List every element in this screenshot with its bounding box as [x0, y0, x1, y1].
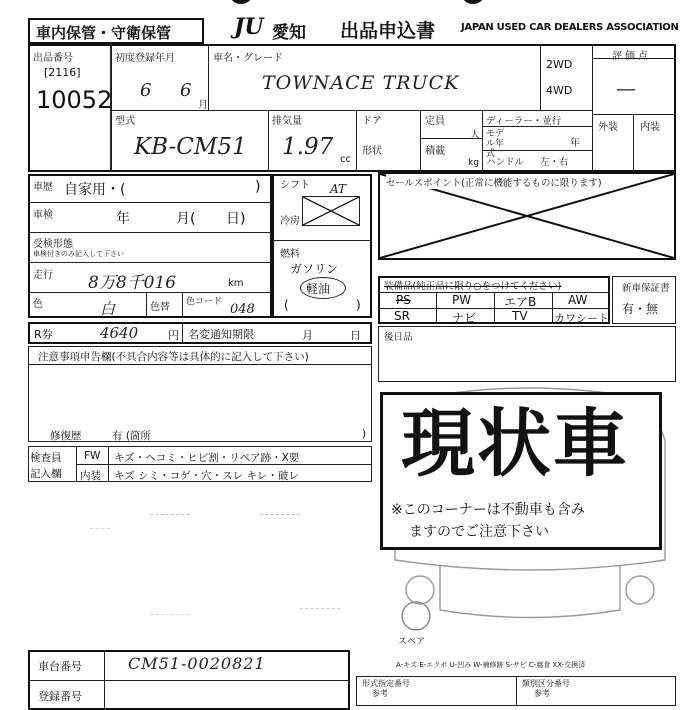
mileage-label: 走行: [33, 270, 53, 281]
evaluation-value: —: [616, 76, 636, 100]
notes-label: 注意事項申告欄(不具合内容等は具体的に記入して下さい): [38, 351, 309, 363]
designation-ref: 参考: [372, 689, 388, 698]
mileage-unit: km: [228, 278, 244, 289]
inspector-row2-tag: 内装: [80, 470, 101, 482]
inspector-label-1: 検査員: [30, 452, 62, 464]
inspection-day: 日): [226, 211, 246, 227]
cooler-label: 冷房: [280, 216, 300, 227]
color-label: 色: [33, 299, 43, 310]
dealer-parallel: ディーラー・並行: [486, 116, 562, 127]
displacement-value: 1.97: [282, 134, 334, 160]
door-label: ドア: [362, 116, 382, 127]
lot-code: [2116]: [44, 66, 81, 79]
mileage-value: 8万8千016: [88, 273, 177, 293]
inspector-row1-tag: FW: [84, 450, 101, 462]
repair-label: 修復歴: [50, 430, 82, 442]
inspection-month: 月(: [176, 211, 196, 227]
registration-year: 6: [140, 80, 152, 101]
use-label: 車歴: [33, 182, 53, 193]
registration-label: 初度登録年月: [115, 53, 175, 64]
equip-navi: ナビ: [452, 311, 477, 325]
displacement-unit: cc: [340, 154, 351, 165]
shift-label: シフト: [280, 180, 310, 191]
category-label: 類別区分番号: [522, 679, 570, 688]
notice-line-1: ※このコーナーは不動車も含み: [391, 502, 585, 518]
recycle-value: 4640: [100, 324, 139, 342]
chassis-label: 車台番号: [38, 660, 82, 673]
repair-close: ): [362, 428, 367, 440]
notice-box: [380, 392, 662, 550]
inspector-row1-text: キズ・ヘコミ・ヒビ割・リペア跡・X要: [114, 452, 300, 464]
car-name-label: 車名・グレード: [213, 53, 283, 64]
load-label: 積載: [425, 146, 445, 157]
color-value: 白: [100, 300, 116, 318]
selling-point-box: [378, 172, 676, 260]
inspector-label-2: 記入欄: [30, 468, 62, 480]
lot-label: 出品番号: [33, 53, 73, 64]
name-change-month: 月: [302, 329, 313, 342]
notice-line-2: ますのでご注意下さい: [409, 524, 549, 540]
color-code-value: 048: [230, 302, 255, 317]
notice-title: 現状車: [401, 401, 629, 487]
equipment-label: 装備品(純正品に限り○をつけてください): [384, 281, 562, 292]
warranty-label: 新車保証書: [622, 283, 670, 294]
top-blob-right: [462, 0, 484, 4]
category-ref: 参考: [534, 689, 550, 698]
displacement-label: 排気量: [272, 116, 302, 127]
shape-label: 形状: [362, 146, 382, 157]
later-date-label: 後日品: [384, 332, 413, 343]
model-label: 型式: [115, 116, 135, 127]
inspection-type-label: 受検形態: [33, 239, 73, 250]
recycle-unit: 円: [168, 329, 179, 342]
chassis-value: CM51-0020821: [128, 654, 266, 673]
damage-legend: A-キズ E-エクボ U-凹み W-補修跡 S-サビ C-腐食 XX-交換済: [396, 661, 586, 669]
selling-point-label: セールスポイント(正常に機能するものに限ります): [386, 175, 602, 189]
color-code-label: 色コード: [186, 297, 223, 307]
storage-label-box: [28, 18, 204, 44]
inspector-row2-text: キズ シミ・コゲ・穴・スレ キレ・破レ: [114, 470, 299, 482]
brand-logo: JU: [234, 14, 264, 40]
storage-label: 車内保管・守衛保管: [36, 24, 172, 42]
paint-change-label: 色替: [150, 302, 170, 313]
diesel-circle: [300, 277, 346, 299]
use-value: 自家用・(: [64, 182, 126, 198]
recycle-label: R券: [34, 328, 53, 341]
lot-number: 10052: [36, 86, 113, 114]
registration-month-unit: 月: [198, 100, 208, 111]
capacity-label: 定員: [425, 116, 445, 127]
fuel-label: 燃料: [280, 249, 300, 260]
capacity-unit: 人: [470, 130, 480, 141]
car-name-value: TOWNACE TRUCK: [262, 72, 460, 94]
registration-month: 6: [180, 80, 192, 101]
fuel-gasoline: ガソリン: [290, 262, 339, 276]
form-title: 出品申込書: [340, 20, 436, 42]
top-blob-left: [230, 0, 252, 4]
registration-number-label: 登録番号: [38, 690, 82, 703]
load-unit: kg: [468, 158, 479, 168]
spare-label: スペア: [398, 637, 426, 647]
later-date-box: [378, 326, 676, 382]
association-name: JAPAN USED CAR DEALERS ASSOCIATION: [461, 22, 679, 33]
model-value: KB-CM51: [134, 134, 247, 160]
brand-region: 愛知: [272, 23, 306, 43]
fuel-diesel: 軽油: [306, 282, 331, 296]
equip-seat: カワシート: [554, 312, 609, 325]
handle-label: ハンドル: [486, 157, 525, 168]
equip-airbag: エアB: [504, 295, 537, 309]
equip-pw: PW: [452, 293, 472, 307]
repair-value: 有 (箇所: [112, 430, 151, 442]
drive-4wd: 4WD: [546, 84, 573, 97]
evaluation-interior: 内装: [640, 122, 660, 133]
evaluation-label: 評価点: [612, 51, 651, 62]
equip-tv: TV: [512, 309, 528, 323]
designation-label: 形式指定番号: [362, 679, 410, 688]
inspection-type-note: 車検付きのみ記入して下さい: [33, 250, 124, 258]
inspection-label: 車検: [33, 210, 53, 221]
equip-aw: AW: [568, 293, 588, 307]
handle-value: 左・右: [540, 157, 569, 168]
warranty-value: 有・無: [622, 302, 659, 316]
fuel-other-open: (: [284, 298, 289, 312]
equip-sr: SR: [394, 309, 410, 323]
inspection-year: 年: [116, 211, 130, 227]
fuel-other-close: ): [356, 298, 361, 312]
model-year-label: モデル年式: [486, 129, 505, 159]
drive-2wd: 2WD: [546, 58, 573, 71]
shift-value: AT: [330, 182, 347, 196]
cooler-crossed-box: [302, 196, 360, 226]
equip-ps: PS: [396, 293, 411, 307]
evaluation-exterior: 外装: [598, 122, 618, 133]
name-change-day: 日: [350, 329, 361, 342]
use-close: ): [255, 179, 261, 195]
name-change-label: 名変通知期限: [188, 328, 254, 341]
model-year-unit: 年: [570, 138, 580, 149]
